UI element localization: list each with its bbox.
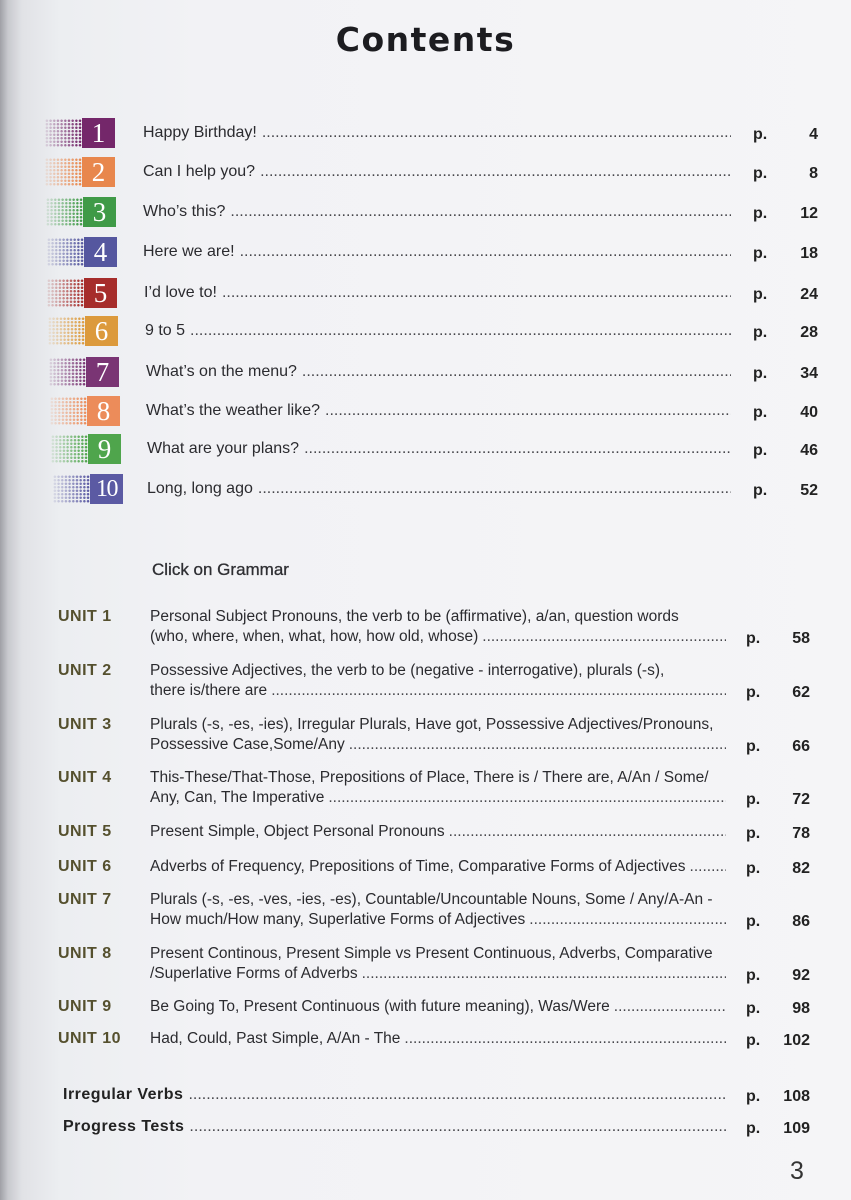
unit-entry: [144, 278, 818, 308]
halftone-pattern: [48, 317, 85, 345]
dot-leader: [529, 910, 726, 930]
grammar-unit-label: UNIT 4: [58, 769, 112, 786]
grammar-topics-final-line: [150, 1029, 810, 1049]
dot-leader: [690, 857, 726, 877]
grammar-topics-final-line: [150, 964, 810, 984]
unit-title: Here we are!: [143, 243, 235, 260]
page-ref-prefix: p.: [753, 205, 768, 222]
page-ref: [753, 285, 818, 305]
grammar-row: [0, 944, 851, 984]
unit-title: What are your plans?: [147, 440, 300, 457]
unit-title: Long, long ago: [147, 480, 253, 497]
grammar-unit-label: UNIT 9: [58, 998, 112, 1015]
page-ref: [753, 244, 818, 264]
page-ref: [753, 164, 818, 184]
halftone-pattern: [51, 435, 88, 463]
dot-leader: [222, 283, 731, 303]
halftone-pattern: [46, 198, 83, 226]
progress-tests-row: [63, 1117, 810, 1137]
page-ref: [753, 441, 818, 461]
grammar-topics: [150, 857, 810, 877]
grammar-topics-line: Any, Can, The Imperative: [150, 789, 325, 806]
page-title: Contents: [335, 20, 516, 59]
unit-title: Can I help you?: [143, 163, 256, 180]
halftone-pattern: [45, 158, 82, 186]
grammar-topics-line: How much/How many, Superlative Forms of Adjectives: [150, 911, 526, 928]
dot-leader: [404, 1029, 726, 1049]
page-ref-prefix: p.: [746, 913, 761, 930]
halftone-pattern: [50, 397, 87, 425]
page-ref-number: 108: [783, 1088, 810, 1105]
page-ref-prefix: p.: [753, 482, 768, 499]
page-ref-prefix: p.: [746, 1120, 761, 1137]
dot-leader: [304, 439, 731, 459]
dot-leader: [190, 321, 731, 341]
page-ref: [746, 912, 810, 932]
page-ref-number: 66: [792, 738, 810, 755]
grammar-topics-line: Plurals (-s, -es, -ies), Irregular Plurals, Have got, Possessive Adjectives/Pronouns,: [150, 716, 714, 733]
page-ref: [746, 1031, 810, 1051]
grammar-heading: Click on Grammar: [152, 560, 289, 579]
page-ref-number: 58: [792, 630, 810, 647]
unit-row: [0, 357, 851, 387]
grammar-topics: [150, 768, 810, 808]
unit-number-badge: [53, 474, 123, 504]
unit-entry: [146, 357, 818, 387]
page-ref-number: 12: [800, 205, 818, 222]
page-ref-number: 78: [792, 825, 810, 842]
page-number: 3: [790, 1157, 804, 1185]
grammar-topics-final-line: [150, 910, 810, 930]
grammar-topics-line: there is/there are: [150, 682, 268, 699]
grammar-topics-line: /Superlative Forms of Adverbs: [150, 965, 358, 982]
grammar-topics-line: Plurals (-s, -es, -ves, -ies, -es), Countable/Uncountable Nouns, Some / Any/A-An -: [150, 891, 713, 908]
page-ref-prefix: p.: [753, 324, 768, 341]
dot-leader: [189, 1117, 726, 1137]
page-ref-prefix: p.: [746, 791, 761, 808]
page-ref-prefix: p.: [746, 1088, 761, 1105]
page-ref-number: 102: [783, 1032, 810, 1049]
unit-number: 2: [82, 157, 115, 187]
unit-row: [0, 118, 851, 148]
page-ref-number: 62: [792, 684, 810, 701]
page-ref: [753, 403, 818, 423]
page-ref-prefix: p.: [753, 165, 768, 182]
page-ref-number: 24: [800, 286, 818, 303]
grammar-topics: [150, 944, 810, 984]
grammar-row: [0, 768, 851, 808]
page-ref-number: 4: [809, 126, 818, 143]
unit-entry: [146, 396, 818, 426]
unit-row: [0, 157, 851, 187]
halftone-pattern: [49, 358, 86, 386]
page-ref-prefix: p.: [753, 442, 768, 459]
grammar-topics: [150, 1029, 810, 1049]
grammar-topics-line: Present Simple, Object Personal Pronouns: [150, 823, 445, 840]
dot-leader: [482, 627, 726, 647]
unit-entry: [147, 434, 818, 464]
unit-number-badge: [45, 157, 115, 187]
unit-entry: [143, 197, 818, 227]
unit-entry: [145, 316, 818, 346]
dot-leader: [349, 735, 726, 755]
page-ref-number: 46: [800, 442, 818, 459]
grammar-row: [0, 661, 851, 701]
unit-title: What’s the weather like?: [146, 402, 321, 419]
grammar-row: [0, 1029, 851, 1049]
unit-row: [0, 316, 851, 346]
grammar-topics: [150, 997, 810, 1017]
grammar-topics-final-line: [150, 681, 810, 701]
unit-title: Who’s this?: [143, 203, 226, 220]
page-ref: [753, 204, 818, 224]
unit-number-badge: [47, 237, 117, 267]
unit-entry: [143, 157, 818, 187]
unit-title: 9 to 5: [145, 322, 186, 339]
page-ref-prefix: p.: [753, 245, 768, 262]
halftone-pattern: [47, 279, 84, 307]
grammar-topics-final-line: [150, 997, 810, 1017]
page-ref: [746, 966, 810, 986]
page-ref-prefix: p.: [753, 286, 768, 303]
page-ref-number: 109: [783, 1120, 810, 1137]
dot-leader: [260, 162, 731, 182]
page-ref-number: 92: [792, 967, 810, 984]
unit-number: 7: [86, 357, 119, 387]
halftone-pattern: [47, 238, 84, 266]
page-ref-number: 98: [792, 1000, 810, 1017]
grammar-topics: [150, 822, 810, 842]
dot-leader: [188, 1085, 726, 1105]
page-ref-number: 34: [800, 365, 818, 382]
unit-entry: [147, 474, 818, 504]
page-ref: [746, 737, 810, 757]
page-ref: [753, 125, 818, 145]
page-ref-number: 72: [792, 791, 810, 808]
unit-number-badge: [50, 396, 120, 426]
page-ref-number: 8: [809, 165, 818, 182]
dot-leader: [449, 822, 726, 842]
grammar-topics: [150, 607, 810, 647]
unit-title: Happy Birthday!: [143, 124, 257, 141]
page-ref: [746, 999, 810, 1019]
unit-number: 3: [83, 197, 116, 227]
page-ref: [746, 1119, 810, 1139]
grammar-row: [0, 822, 851, 842]
unit-number: 6: [85, 316, 118, 346]
unit-number-badge: [45, 118, 115, 148]
page-ref-prefix: p.: [746, 967, 761, 984]
dot-leader: [271, 681, 726, 701]
page-ref-prefix: p.: [753, 365, 768, 382]
grammar-topics-final-line: [150, 735, 810, 755]
grammar-topics-final-line: [150, 627, 810, 647]
page-ref: [746, 824, 810, 844]
unit-number-badge: [49, 357, 119, 387]
unit-number: 8: [87, 396, 120, 426]
page-ref: [746, 790, 810, 810]
halftone-pattern: [45, 119, 82, 147]
grammar-row: [0, 857, 851, 877]
unit-row: [0, 278, 851, 308]
page-ref-number: 40: [800, 404, 818, 421]
unit-number-badge: [47, 278, 117, 308]
unit-number-badge: [46, 197, 116, 227]
page-ref-prefix: p.: [746, 684, 761, 701]
page-ref-number: 18: [800, 245, 818, 262]
page-ref-prefix: p.: [746, 630, 761, 647]
unit-number: 1: [82, 118, 115, 148]
dot-leader: [328, 788, 726, 808]
grammar-topics-line: Had, Could, Past Simple, A/An - The: [150, 1030, 401, 1047]
page-ref: [753, 323, 818, 343]
grammar-unit-label: UNIT 2: [58, 662, 112, 679]
unit-number-badge: [51, 434, 121, 464]
page-ref: [753, 481, 818, 501]
page-ref-prefix: p.: [746, 825, 761, 842]
dot-leader: [262, 123, 731, 143]
grammar-topics: [150, 890, 810, 930]
grammar-topics-final-line: [150, 788, 810, 808]
page-ref-prefix: p.: [753, 126, 768, 143]
page-ref-prefix: p.: [753, 404, 768, 421]
grammar-topics-line: Present Continous, Present Simple vs Present Continuous, Adverbs, Comparative: [150, 945, 713, 962]
unit-row: [0, 237, 851, 267]
page-ref: [746, 629, 810, 649]
grammar-row: [0, 997, 851, 1017]
page-ref-number: 82: [792, 860, 810, 877]
page-ref: [746, 683, 810, 703]
unit-number: 9: [88, 434, 121, 464]
grammar-topics-final-line: [150, 822, 810, 842]
section-label: Progress Tests: [63, 1118, 185, 1135]
unit-title: I’d love to!: [144, 284, 217, 301]
dot-leader: [302, 362, 731, 382]
unit-number: 4: [84, 237, 117, 267]
dot-leader: [614, 997, 726, 1017]
unit-row: [0, 396, 851, 426]
grammar-topics-line: Personal Subject Pronouns, the verb to be (affirmative), a/an, question words: [150, 608, 679, 625]
page-ref: [746, 1087, 810, 1107]
grammar-unit-label: UNIT 8: [58, 945, 112, 962]
page-ref: [746, 859, 810, 879]
grammar-topics-line: Possessive Case,Some/Any: [150, 736, 345, 753]
irregular-verbs-row: [63, 1085, 810, 1105]
grammar-row: [0, 890, 851, 930]
dot-leader: [258, 479, 731, 499]
grammar-topics: [150, 661, 810, 701]
dot-leader: [362, 964, 726, 984]
grammar-topics-line: (who, where, when, what, how, how old, whose): [150, 628, 479, 645]
grammar-unit-label: UNIT 3: [58, 716, 112, 733]
page-ref-prefix: p.: [746, 860, 761, 877]
unit-entry: [143, 118, 818, 148]
grammar-topics: [150, 715, 810, 755]
grammar-topics-line: This-These/That-Those, Prepositions of Place, There is / There are, A/An / Some/: [150, 769, 709, 786]
page-ref-number: 28: [800, 324, 818, 341]
dot-leader: [325, 401, 731, 421]
unit-row: [0, 197, 851, 227]
page-ref-number: 86: [792, 913, 810, 930]
dot-leader: [230, 202, 731, 222]
page-ref-prefix: p.: [746, 1000, 761, 1017]
section-label: Irregular Verbs: [63, 1086, 184, 1103]
grammar-topics-line: Be Going To, Present Continuous (with future meaning), Was/Were: [150, 998, 610, 1015]
grammar-unit-label: UNIT 6: [58, 858, 112, 875]
grammar-unit-label: UNIT 1: [58, 608, 112, 625]
page-ref: [753, 364, 818, 384]
grammar-unit-label: UNIT 10: [58, 1030, 122, 1047]
unit-number-badge: [48, 316, 118, 346]
grammar-unit-label: UNIT 7: [58, 891, 112, 908]
dot-leader: [240, 242, 731, 262]
grammar-topics-final-line: [150, 857, 810, 877]
halftone-pattern: [53, 475, 90, 503]
unit-row: [0, 434, 851, 464]
unit-number: 10: [90, 474, 123, 504]
grammar-unit-label: UNIT 5: [58, 823, 112, 840]
unit-number: 5: [84, 278, 117, 308]
page-ref-number: 52: [800, 482, 818, 499]
grammar-topics-line: Possessive Adjectives, the verb to be (negative - interrogative), plurals (-s),: [150, 662, 665, 679]
unit-entry: [143, 237, 818, 267]
grammar-topics-line: Adverbs of Frequency, Prepositions of Time, Comparative Forms of Adjectives: [150, 858, 686, 875]
grammar-row: [0, 607, 851, 647]
page-ref-prefix: p.: [746, 738, 761, 755]
grammar-row: [0, 715, 851, 755]
page-ref-prefix: p.: [746, 1032, 761, 1049]
unit-row: [0, 474, 851, 504]
unit-title: What’s on the menu?: [146, 363, 297, 380]
